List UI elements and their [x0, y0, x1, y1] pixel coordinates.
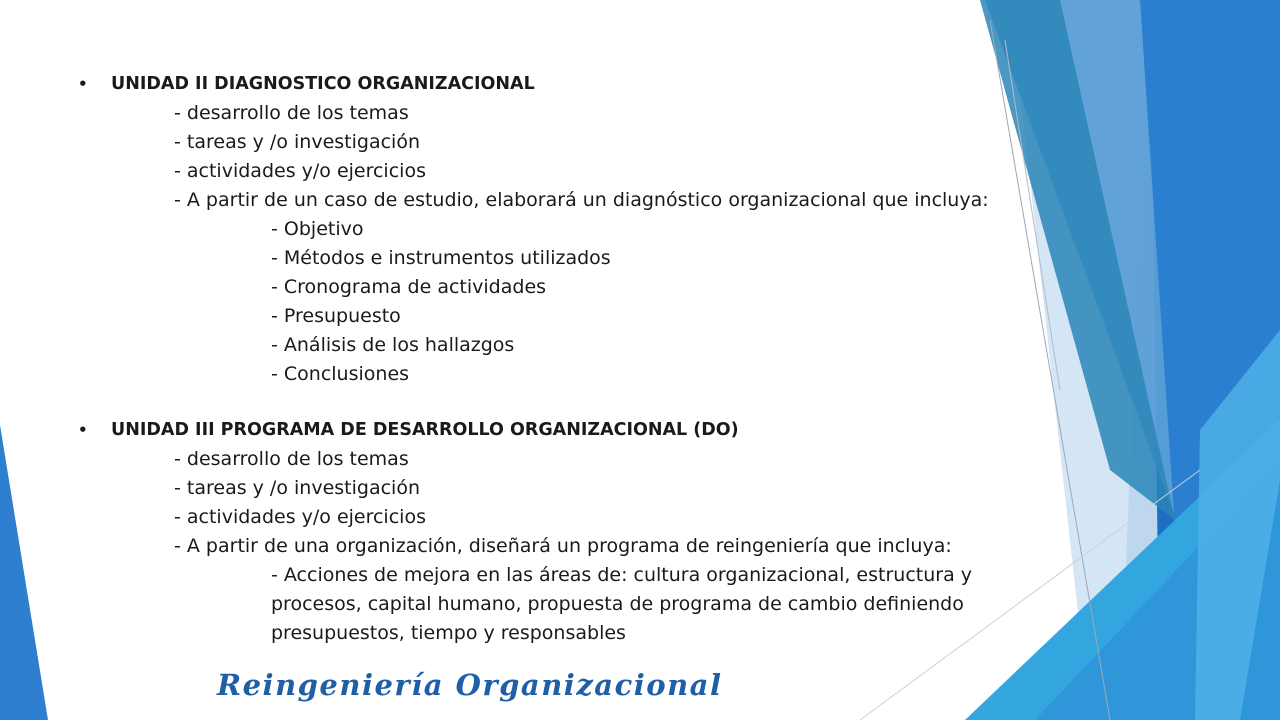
unit-iii-subitem-line: presupuestos, tiempo y responsables — [271, 622, 626, 644]
unit-ii-subitem: - Métodos e instrumentos utilizados — [271, 247, 611, 269]
unit-iii-item: - tareas y /o investigación — [174, 477, 420, 499]
bullet-icon: • — [78, 75, 88, 93]
unit-iii-subitem-line: procesos, capital humano, propuesta de programa de cambio definiendo — [271, 593, 964, 615]
unit-ii-title-text: UNIDAD II DIAGNOSTICO ORGANIZACIONAL — [111, 74, 535, 94]
unit-iii-item: - actividades y/o ejercicios — [174, 506, 426, 528]
unit-ii-subitem: - Presupuesto — [271, 305, 401, 327]
unit-ii-item: - A partir de un caso de estudio, elaborará un diagnóstico organizacional que incluya: — [174, 189, 989, 211]
unit-ii-item: - desarrollo de los temas — [174, 102, 409, 124]
unit-ii-subitem: - Conclusiones — [271, 363, 410, 385]
unit-ii-item: - actividades y/o ejercicios — [174, 160, 426, 182]
unit-ii-section — [0, 70, 1100, 389]
unit-iii-title-text: UNIDAD III PROGRAMA DE DESARROLLO ORGANIZACIONAL (DO) — [111, 420, 739, 440]
unit-iii-subitem-line: - Acciones de mejora en las áreas de: cultura organizacional, estructura y — [271, 564, 972, 586]
unit-iii-title — [78, 416, 1100, 445]
unit-iii-section — [0, 416, 1100, 648]
footer-title: Reingeniería Organizacional — [217, 668, 723, 702]
bullet-icon: • — [78, 421, 88, 439]
unit-ii-title — [78, 70, 1100, 99]
unit-ii-subitem: - Análisis de los hallazgos — [271, 334, 515, 356]
unit-iii-item: - desarrollo de los temas — [174, 448, 409, 470]
unit-ii-item: - tareas y /o investigación — [174, 131, 420, 153]
unit-ii-subitem: - Objetivo — [271, 218, 364, 240]
unit-ii-subitem: - Cronograma de actividades — [271, 276, 547, 298]
unit-iii-item: - A partir de una organización, diseñará un programa de reingeniería que incluya: — [174, 535, 952, 557]
